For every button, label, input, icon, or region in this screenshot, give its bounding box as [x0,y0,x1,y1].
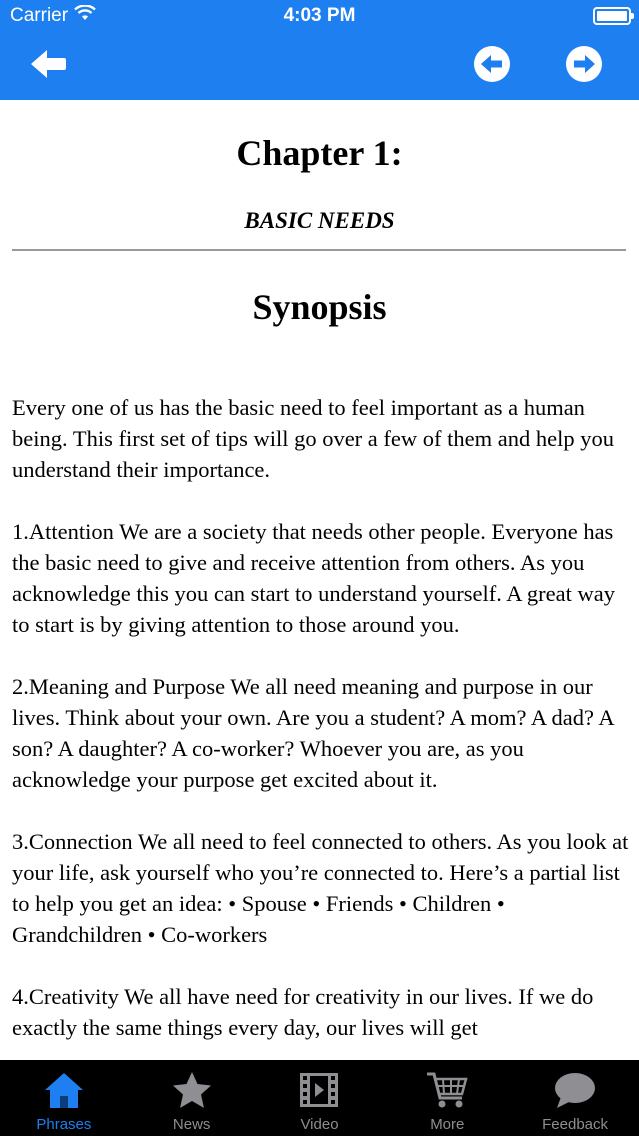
back-arrow-icon [28,47,68,86]
tab-more[interactable] [383,1060,511,1136]
tab-news[interactable] [128,1060,256,1136]
paragraph: 3.Connection We all need to feel connected to others. As you look at your life, ask yourself who you’re connected to. Here’s a partial list to help you get an idea: • Spouse • Friends • Children • Grandchildren • Co-workers [12,829,629,947]
chapter-content[interactable] [0,100,639,1060]
previous-button[interactable] [470,44,514,88]
home-icon [42,1068,86,1112]
section-title: Synopsis [252,287,387,327]
cart-icon [425,1068,469,1112]
circle-arrow-right-icon [564,44,604,89]
tab-phrases[interactable] [0,1060,128,1136]
status-time: 4:03 PM [283,5,356,26]
circle-arrow-left-icon [472,44,512,89]
tab-video[interactable] [256,1060,384,1136]
paragraph: Every one of us has the basic need to feel important as a human being. This first set of tips will go over a few of them and help you understand their importance. [12,395,614,482]
back-button[interactable] [26,44,70,88]
nav-bar [0,34,639,100]
tab-label: News [172,1116,211,1133]
tab-bar [0,1060,639,1136]
paragraph: 2.Meaning and Purpose We all need meaning and purpose in our lives. Think about your own. Are you a student? A mom? A dad? A son? A daughter? A co-worker? Whoever you are, as you acknowledge your purpose get excited about it. [12,674,614,792]
tab-label: Phrases [36,1116,92,1133]
next-button[interactable] [562,44,606,88]
body-text [12,392,632,1060]
tab-label: Video [300,1116,339,1133]
paragraph: 1.Attention We are a society that needs other people. Everyone has the basic need to give and receive attention from others. As you acknowledge this you can start to understand yourself. A great way to start is by giving attention to those around you. [12,519,615,637]
paragraph: 4.Creativity We all have need for creativity in our lives. If we do exactly the same things every day, our lives will get [12,984,594,1040]
tab-feedback[interactable] [511,1060,639,1136]
battery-icon [593,7,631,25]
chapter-subtitle: BASIC NEEDS [244,208,395,233]
chat-bubble-icon [553,1068,597,1112]
tab-label: More [430,1116,465,1133]
chapter-title: Chapter 1: [236,133,403,173]
status-bar [0,0,639,34]
tab-label: Feedback [542,1116,609,1133]
film-icon [297,1068,341,1112]
carrier-label: Carrier [10,5,69,26]
divider [12,249,626,251]
star-icon [170,1068,214,1112]
status-right [593,7,631,25]
